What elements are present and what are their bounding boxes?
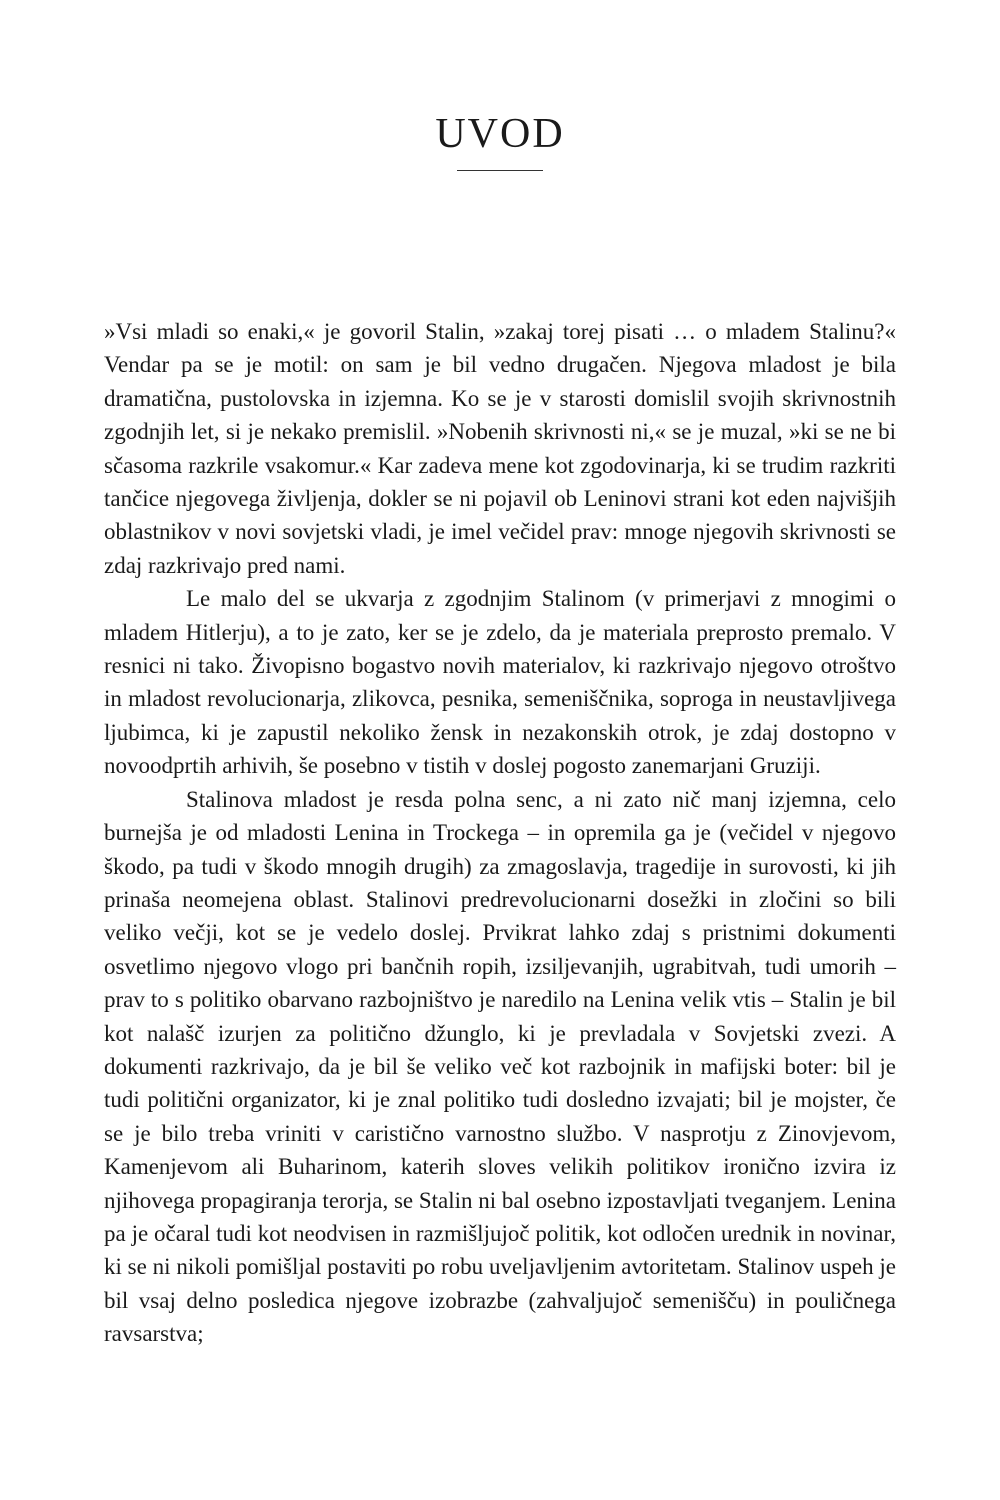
body-text bbox=[104, 315, 896, 1351]
title-divider bbox=[457, 170, 543, 171]
paragraph-2: Le malo del se ukvarja z zgodnjim Stalinom (v primerjavi z mnogimi o mladem Hitlerju), a to je zato, ker se je zdelo, da je materiala preprosto premalo. V resnici ni tako. Živopisno bogastvo novih materialov, ki razkrivajo njegovo otroštvo in mladost revolucionarja, zlikovca, pesnika, semeniščnika, soproga in neustavljivega ljubimca, ki je zapustil nekoliko žensk in nezakonskih otrok, je zdaj dostopno v novoodprtih arhivih, še posebno v tistih v doslej pogosto zanemarjani Gruziji. bbox=[104, 586, 896, 779]
paragraph-1: »Vsi mladi so enaki,« je govoril Stalin, »zakaj torej pisati … o mladem Stalinu?« Vendar pa se je motil: on sam je bil vedno drugačen. Njegova mladost je bila dramatična, pustolovska in izjemna. Ko se je v starosti domislil svojih skrivnostnih zgodnjih let, si je nekako premislil. »Nobenih skrivnosti ni,« se je muzal, »ki se ne bi sčasoma razkrile vsakomur.« Kar zadeva mene kot zgodovinarja, ki se trudim razkriti tančice njegovega življenja, dokler se ni pojavil ob Leninovi strani kot eden najvišjih oblastnikov v novi sovjetski vladi, je imel večidel prav: mnoge njegovih skrivnosti se zdaj razkrivajo pred nami. bbox=[104, 319, 896, 578]
chapter-title: UVOD bbox=[435, 111, 565, 157]
paragraph-3: Stalinova mladost je resda polna senc, a ni zato nič manj izjemna, celo burnejša je od mladosti Lenina in Trockega – in opremila ga je (večidel v njegovo škodo, pa tudi v škodo mnogih drugih) za zmagoslavja, tragedije in surovosti, ki jih prinaša neomejena oblast. Stalinovi predrevolucionarni dosežki in zločini so bili veliko večji, kot se je vedelo doslej. Prvikrat lahko zdaj s pristnimi dokumenti osvetlimo njegovo vlogo pri bančnih ropih, izsiljevanjih, ugrabitvah, tudi umorih – prav to s politiko obarvano razbojništvo je naredilo na Lenina velik vtis – Stalin je bil kot nalašč izurjen za politično džunglo, ki je prevladala v Sovjetski zvezi. A dokumenti razkrivajo, da je bil še veliko več kot razbojnik in mafijski boter: bil je tudi politični organizator, ki je znal politiko tudi dosledno izvajati; bil je mojster, če se je bilo treba vriniti v caristično varnostno službo. V nasprotju z Zinovjevom, Kamenjevom ali Buharinom, katerih sloves velikih politikov ironično izvira iz njihovega propagiranja terorja, se Stalin ni bal osebno izpostavljati tveganjem. Lenina pa je očaral tudi kot neodvisen in razmišljujoč politik, kot odločen urednik in novinar, ki se ni nikoli pomišljal postaviti po robu uveljavljenim avtoritetam. Stalinov uspeh je bil vsaj delno posledica njegove izobrazbe (zahvaljujoč semenišču) in pouličnega ravsarstva; bbox=[104, 786, 896, 1347]
